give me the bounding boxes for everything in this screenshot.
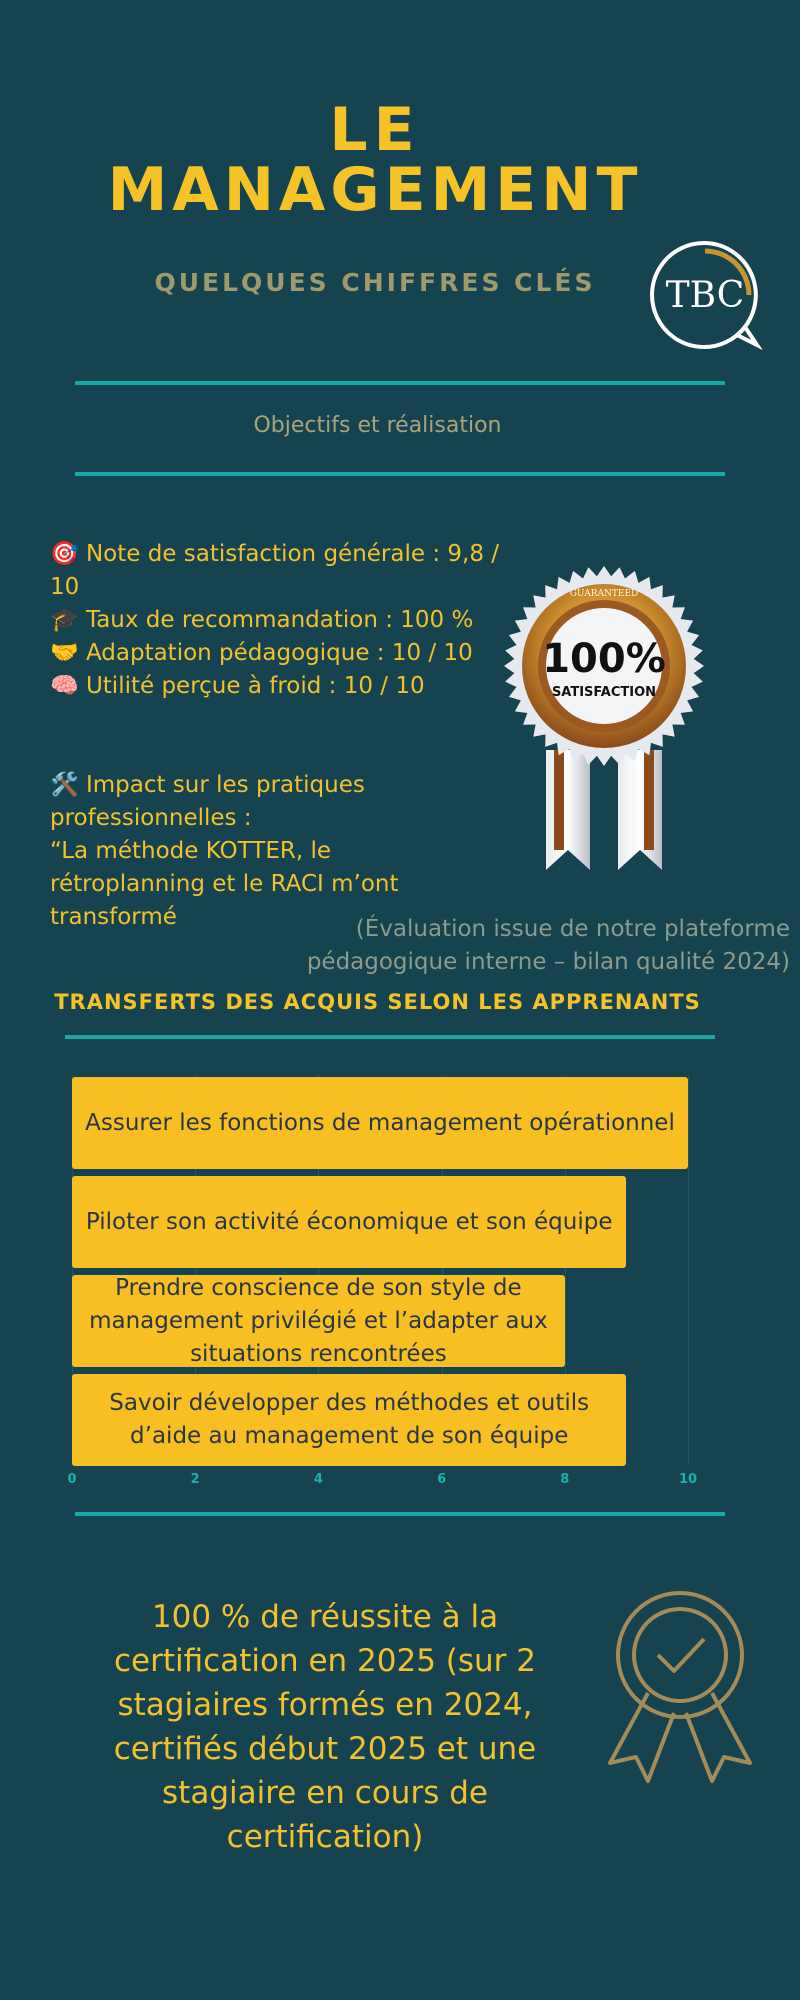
- satisfaction-badge: [488, 560, 720, 880]
- bar-label: Piloter son activité économique et son équipe: [85, 1208, 613, 1235]
- bar-label: Prendre conscience de son style de management privilégié et l’adapter aux situations rencontrées: [89, 1274, 548, 1367]
- stats-list: [50, 538, 500, 703]
- logo-text: TBC: [665, 275, 745, 316]
- badge-ring-text: GUARANTEED: [569, 589, 639, 599]
- impact-label: 🛠️ Impact sur les pratiques professionnelles :: [50, 772, 365, 831]
- x-tick-label: 4: [313, 1472, 323, 1487]
- page-title-line1: LE: [329, 95, 421, 165]
- page-subtitle: QUELQUES CHIFFRES CLÉS: [154, 268, 596, 297]
- divider: [65, 1035, 715, 1039]
- badge-label: SATISFACTION: [551, 685, 657, 700]
- evaluation-note: (Évaluation issue de notre plateforme pédagogique interne – bilan qualité 2024): [306, 916, 790, 975]
- stat-recommandation: 🎓 Taux de recommandation : 100 %: [50, 607, 474, 633]
- chart-gridline: [688, 1075, 689, 1465]
- impact-quote: “La méthode KOTTER, le rétroplanning et le RACI m’ont transformé: [50, 838, 399, 930]
- x-tick-label: 6: [437, 1472, 447, 1487]
- impact-block: [50, 769, 490, 934]
- divider: [75, 1512, 725, 1516]
- stat-adaptation: 🤝 Adaptation pédagogique : 10 / 10: [50, 640, 473, 666]
- x-tick-label: 2: [190, 1472, 200, 1487]
- chart-bar: [72, 1275, 565, 1367]
- chart-bar: [72, 1374, 626, 1466]
- chart-bar: [72, 1176, 626, 1268]
- chart-title: TRANSFERTS DES ACQUIS SELON LES APPRENANTS: [54, 990, 701, 1014]
- certified-rosette-icon: [600, 1585, 760, 1785]
- stat-utilite: 🧠 Utilité perçue à froid : 10 / 10: [50, 673, 425, 699]
- page-title-line2: MANAGEMENT: [107, 155, 643, 225]
- badge-percent: 100%: [542, 636, 666, 682]
- bar-label: Assurer les fonctions de management opérationnel: [85, 1109, 675, 1136]
- x-tick-label: 8: [560, 1472, 570, 1487]
- divider: [75, 381, 725, 385]
- tbc-logo: [645, 235, 765, 355]
- reussite-text: 100 % de réussite à la certification en 2025 (sur 2 stagiaires formés en 2024, certifiés début 2025 et une stagiaire en cours de certification): [113, 1599, 537, 1855]
- stat-satisfaction: 🎯 Note de satisfaction générale : 9,8 / 10: [50, 541, 500, 600]
- chart-bar: [72, 1077, 688, 1169]
- divider: [75, 472, 725, 476]
- section-heading: Objectifs et réalisation: [253, 413, 502, 438]
- bar-label: Savoir développer des méthodes et outils d’aide au management de son équipe: [109, 1390, 590, 1449]
- x-tick-label: 10: [678, 1472, 698, 1487]
- x-tick-label: 0: [67, 1472, 77, 1487]
